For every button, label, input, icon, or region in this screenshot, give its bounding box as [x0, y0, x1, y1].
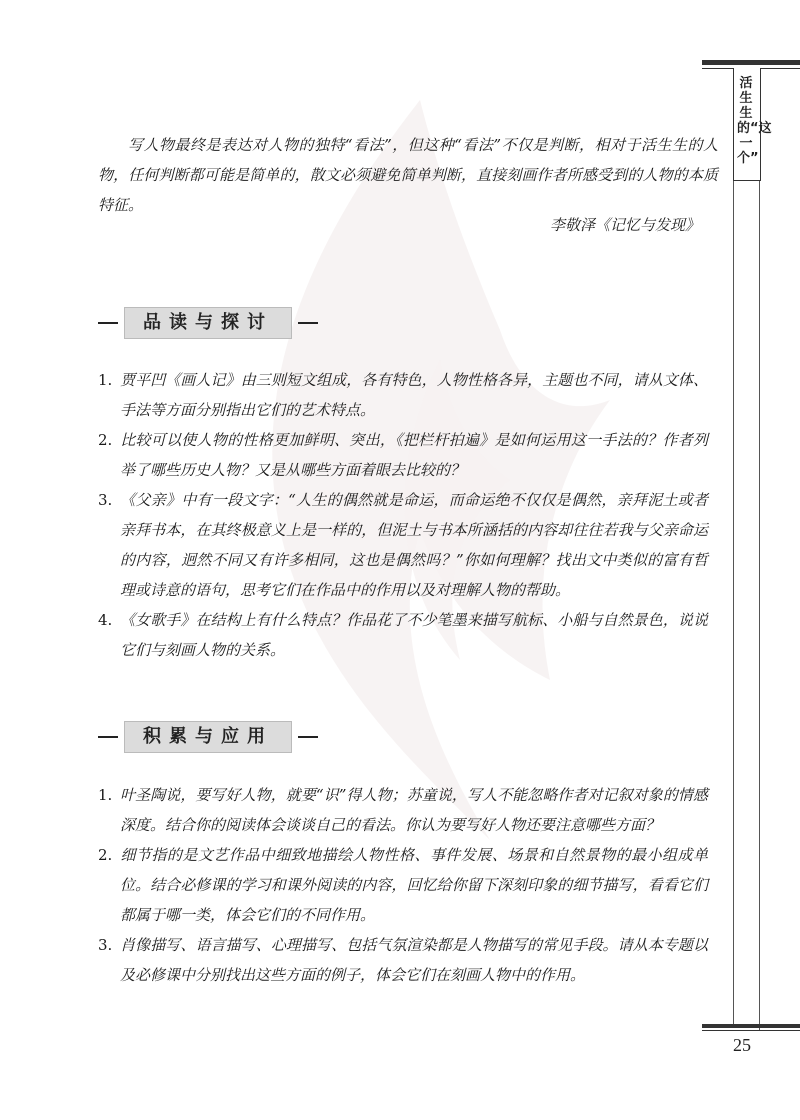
question-number: 2.	[98, 846, 113, 864]
heading-dash	[298, 322, 318, 324]
intro-quote: 写人物最终是表达对人物的独特“看法”，但这种“看法”不仅是判断，相对于活生生的人物，任何判断都可能是简单的，散文必须避免简单判断，直接刻画作者所感受到的人物的本质特征。	[98, 136, 718, 214]
section-heading	[98, 306, 318, 340]
question-number: 3.	[98, 491, 113, 509]
bottom-rule	[702, 1024, 800, 1028]
question-item	[98, 930, 708, 990]
question-item	[98, 425, 708, 485]
top-rule	[702, 60, 800, 65]
heading-dash	[98, 322, 118, 324]
question-text: 叶圣陶说，要写好人物，就要“识”得人物；苏童说，写人不能忽略作者对记叙对象的情感深度。结合你的阅读体会谈谈自己的看法。你认为要写好人物还要注意哪些方面？	[120, 786, 708, 834]
question-list	[98, 780, 708, 990]
section-title: 品读与探讨	[124, 307, 292, 339]
question-item	[98, 780, 708, 840]
question-number: 4.	[98, 611, 113, 629]
section-title: 积累与应用	[124, 721, 292, 753]
section-heading	[98, 720, 318, 754]
question-item	[98, 365, 708, 425]
question-number: 3.	[98, 936, 113, 954]
quote-source: 李敬泽《记忆与发现》	[549, 216, 700, 234]
question-text: 《女歌手》在结构上有什么特点？作品花了不少笔墨来描写航标、小船与自然景色，说说它们与刻画人物的关系。	[120, 611, 708, 659]
question-item	[98, 840, 708, 930]
question-text: 贾平凹《画人记》由三则短文组成，各有特色，人物性格各异，主题也不同，请从文体、手法等方面分别指出它们的艺术特点。	[120, 371, 708, 419]
question-text: 《父亲》中有一段文字：“人生的偶然就是命运，而命运绝不仅仅是偶然，亲拜泥土或者亲拜书本，在其终极意义上是一样的，但泥土与书本所涵括的内容却往往若我与父亲命运的内容，迥然不同又有许多相同，这也是偶然吗？”你如何理解？找出文中类似的富有哲理或诗意的语句，思考它们在作品中的作用以及对理解人物的帮助。	[120, 491, 708, 599]
question-text: 肖像描写、语言描写、心理描写、包括气氛渲染都是人物描写的常见手段。请从本专题以及必修课中分别找出这些方面的例子，体会它们在刻画人物中的作用。	[120, 936, 708, 984]
question-list	[98, 365, 708, 665]
question-number: 1.	[98, 786, 113, 804]
question-text: 比较可以使人物的性格更加鲜明、突出，《把栏杆拍遍》是如何运用这一手法的？作者列举了哪些历史人物？又是从哪些方面着眼去比较的？	[120, 431, 708, 479]
question-number: 2.	[98, 431, 113, 449]
margin-line-right	[759, 180, 760, 1030]
heading-dash	[298, 736, 318, 738]
question-item	[98, 485, 708, 605]
chapter-title: 活生生的“这一个”	[737, 76, 772, 166]
question-number: 1.	[98, 371, 113, 389]
question-text: 细节指的是文艺作品中细致地描绘人物性格、事件发展、场景和自然景物的最小组成单位。结合必修课的学习和课外阅读的内容，回忆给你留下深刻印象的细节描写，看看它们都属于哪一类，体会它们的不同作用。	[120, 846, 708, 924]
heading-dash	[98, 736, 118, 738]
page-number: 25	[733, 1035, 751, 1055]
bottom-rule-thin	[702, 1030, 800, 1031]
margin-line	[733, 68, 734, 1028]
question-item	[98, 605, 708, 665]
